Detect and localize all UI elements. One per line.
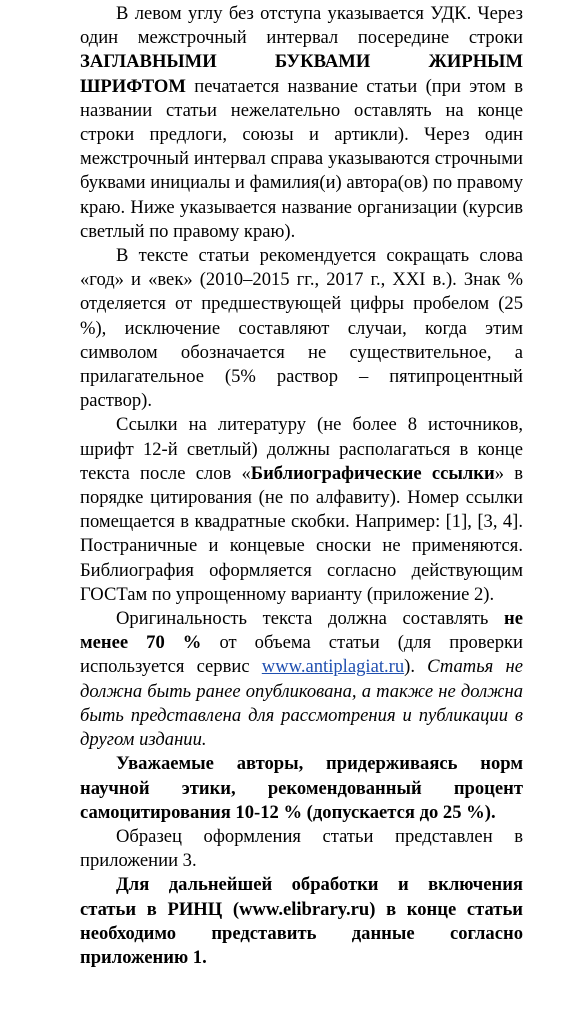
bold-text-segment: Библиографические ссылки [250,462,495,484]
bold-text-segment: не менее 70 % [80,608,523,654]
antiplagiat-link[interactable]: www.antiplagiat.ru [261,656,405,678]
paragraph-originality [80,607,523,752]
text-segment: В левом углу без отступа указывается УДК. Через один межстрочный интервал посередине строки [80,3,523,49]
text-segment: печатается название статьи (при этом в названии статьи нежелательно оставлять на конце строки предлоги, союзы и артикли). Через один межстрочный интервал справа указываются строчными буквами инициалы и фамилия(и) автора(ов) по правому краю. Ниже указывается название организации (курсив светлый по правому краю). [80,75,523,242]
paragraph-abbreviations: В тексте статьи рекомендуется сокращать слова «год» и «век» (2010–2015 гг., 2017 г., XXI в.). Знак % отделяется от предшествующей цифры пробелом (25 %), исключение составляют случаи, когда этим символом обозначается не существительное, а прилагательное (5% раствор – пятипроцентный раствор). [80,245,523,412]
paragraph-references [80,413,523,607]
text-segment: Оригинальность текста должна составлять [116,608,505,630]
paragraph-sample: Образец оформления статьи представлен в приложении 3. [80,825,523,872]
paragraph-self-citation: Уважаемые авторы, придерживаясь норм научной этики, рекомендованный процент самоцитирования 10-12 % (допускается до 25 %). [80,753,523,823]
text-segment: Ссылки на литературу (не более 8 источников, шрифт 12-й светлый) должны располагаться в конце текста после слов « [80,414,523,484]
italic-text-segment: Статья не должна быть ранее опубликована, а также не должна быть представлена для рассмотрения и публикации в другом издании. [80,656,523,751]
text-segment: ). [404,656,428,678]
paragraph-rinc: Для дальнейшей обработки и включения статьи в РИНЦ (www.elibrary.ru) в конце статьи необходимо представить данные согласно приложению 1. [80,874,523,968]
bold-text-segment: ЗАГЛАВНЫМИ БУКВАМИ ЖИРНЫМ ШРИФТОМ [80,51,523,97]
paragraph-udk-formatting [80,2,523,244]
text-segment: от объема статьи (для проверки используется сервис [80,632,523,678]
document-page [80,2,523,970]
text-segment: » в порядке цитирования (не по алфавиту). Номер ссылки помещается в квадратные скобки. Например: [1], [3, 4]. Постраничные и концевые сноски не применяются. Библиография оформляется согласно действующим ГОСТам по упрощенному варианту (приложение 2). [80,462,523,605]
